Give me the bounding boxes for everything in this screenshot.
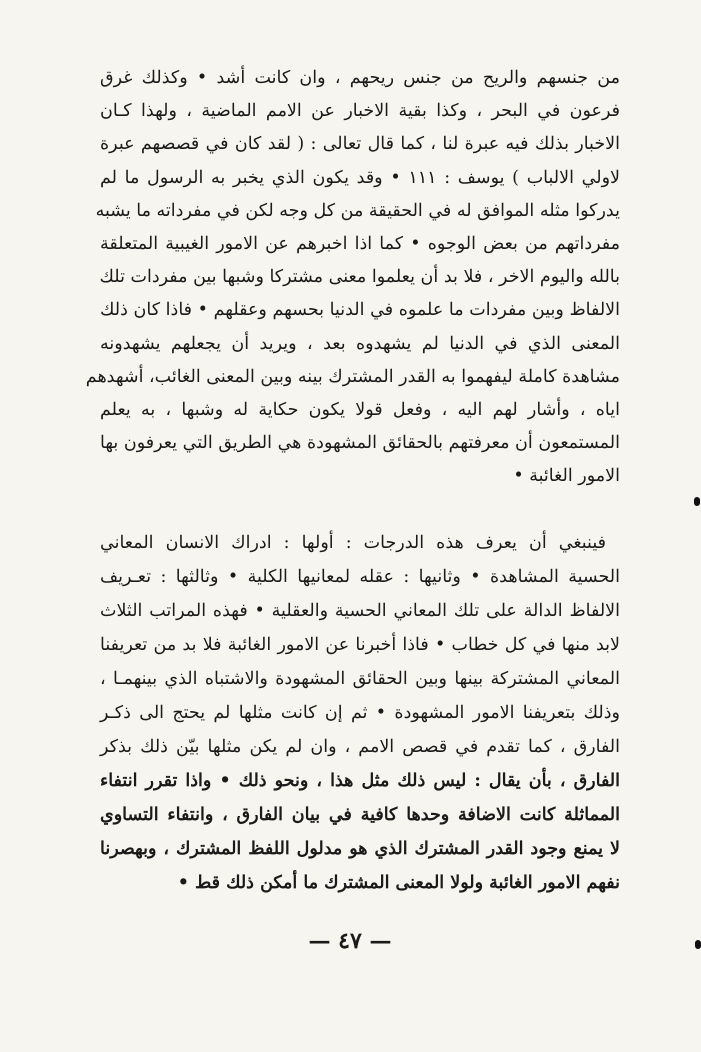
- text-line: فرعون في البحر ، وكذا بقية الاخبار عن الامم الماضية ، ولهذا كـان: [100, 101, 620, 122]
- text-line: من جنسهم والريح من جنس ريحهم ، وان كانت أشد • وكذلك غرق: [100, 68, 620, 88]
- text-line: اياه ، وأشار لهم اليه ، وفعل قولا يكون حكاية له وشبها ، به يعلم: [100, 399, 620, 420]
- text-line: الامور الغائبة •: [513, 466, 620, 487]
- margin-mark: [695, 940, 701, 949]
- paragraph-1: [85, 62, 620, 493]
- text-line: وذلك بتعريفنا الامور المشهودة • ثم إن كانت مثلها لم يحتج الى ذكـر: [100, 703, 620, 723]
- page-number: — ٤٧ —: [308, 928, 392, 954]
- text-line: لابد منها في كل خطاب • فاذا أخبرنا عن الامور الغائبة فلا بد من تعريفنا: [100, 635, 620, 655]
- text-line: المعنى الذي في الدنيا لم يشهدوه بعد ، ويريد أن يجعلهم يشهدونه: [100, 333, 620, 354]
- text-line: الفارق ، كما تقدم في قصص الامم ، وان لم يكن مثلها بيّن ذلك بذكر: [100, 737, 620, 757]
- text-line: مشاهدة كاملة ليفهموا به القدر المشترك بينه وبين المعنى الغائب، أشهدهم: [85, 366, 620, 387]
- text-line: مفرداتهم من بعض الوجوه • كما اذا اخبرهم عن الامور الغيبية المتعلقة: [100, 233, 620, 254]
- text-line: لاولي الالباب ) يوسف : ١١١ • وقد يكون الذي يخبر به الرسول ما لم: [100, 167, 620, 188]
- text-line: الالفاظ الدالة على تلك المعاني الحسية والعقلية • فهذه المراتب الثلاث: [100, 601, 620, 621]
- text-line: بالله واليوم الاخر ، فلا بد أن يعلموا معنى مشتركا وشبها بين مفردات تلك: [99, 267, 620, 288]
- margin-mark: [694, 497, 700, 506]
- text-line: المماثلة كانت الاضافة وحدها كافية في بيان الفارق ، وانتفاء التساوي: [100, 805, 620, 825]
- text-line: المعاني المشتركة بينها وبين الحقائق المشهودة والاشتباه الذي بينهمـا ،: [100, 669, 620, 689]
- text-line: الالفاظ وبين مفردات ما علموه في الدنيا بحسهم وعقلهم • فاذا كان ذلك: [100, 300, 620, 321]
- text-line: نفهم الامور الغائبة ولولا المعنى المشترك ما أمكن ذلك قط •: [177, 873, 620, 893]
- text-line: المستمعون أن معرفتهم بالحقائق المشهودة هي الطريق التي يعرفون بها: [100, 433, 620, 454]
- text-line: فينبغي أن يعرف هذه الدرجات : أولها : ادراك الانسان المعاني: [100, 533, 606, 553]
- text-line: يدركوا مثله الموافق له في الحقيقة من كل وجه لكن في مفرداته ما يشبه: [95, 200, 620, 221]
- paragraph-2: [100, 526, 620, 900]
- text-line: الاخبار بذلك فيه عبرة لنا ، كما قال تعالى : ( لقد كان في قصصهم عبرة: [100, 134, 620, 155]
- text-line: الحسية المشاهدة • وثانيها : عقله لمعانيها الكلية • وثالثها : تعـريف: [100, 567, 620, 587]
- text-line: الفارق ، بأن يقال : ليس ذلك مثل هذا ، ونحو ذلك • واذا تقرر انتفاء: [100, 771, 620, 791]
- text-line: لا يمنع وجود القدر المشترك الذي هو مدلول اللفظ المشترك ، وبهصرنا: [100, 839, 620, 859]
